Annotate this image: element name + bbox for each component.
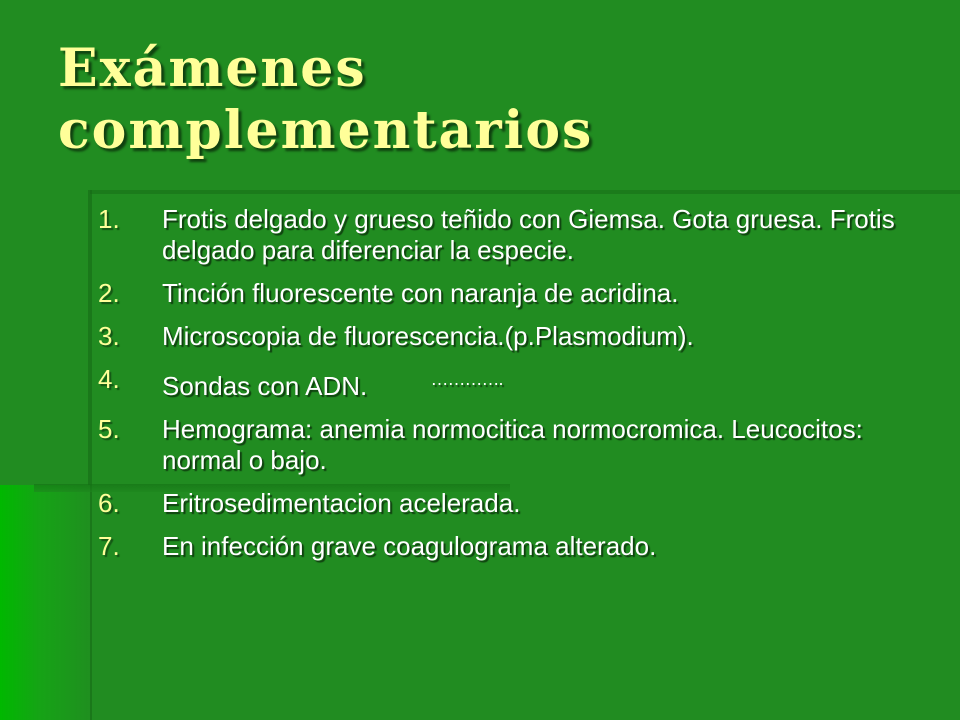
list-item: [98, 414, 918, 476]
item-number: 4.: [98, 364, 120, 394]
item-text: Eritrosedimentacion acelerada.: [162, 488, 521, 518]
decorative-band-top: [90, 190, 960, 194]
item-text: Sondas con ADN.: [162, 371, 368, 401]
item-text: Frotis delgado y grueso teñido con Giemsa. Gota gruesa. Frotis delgado para diferenciar la especie.: [162, 204, 895, 265]
decorative-left-panel: [0, 485, 90, 720]
item-number: 3.: [98, 321, 120, 351]
item-text: En infección grave coagulograma alterado.: [162, 531, 657, 561]
list-item: [98, 531, 918, 562]
item-text: Tinción fluorescente con naranja de acridina.: [162, 278, 679, 308]
item-number: 5.: [98, 414, 120, 444]
item-number: 6.: [98, 488, 120, 518]
list-item: [98, 488, 918, 519]
list-item: [98, 364, 918, 402]
item-number: 7.: [98, 531, 120, 561]
item-trailing-dots: ………….: [430, 369, 503, 389]
item-text: Microscopia de fluorescencia.(p.Plasmodium).: [162, 321, 694, 351]
list-item: [98, 278, 918, 309]
list-item: [98, 321, 918, 352]
exam-list: [98, 204, 918, 574]
slide-title: Exámenes complementarios: [58, 38, 594, 161]
item-number: 2.: [98, 278, 120, 308]
item-text: Hemograma: anemia normocitica normocromica. Leucocitos: normal o bajo.: [162, 414, 863, 475]
item-number: 1.: [98, 204, 120, 234]
list-item: [98, 204, 918, 266]
